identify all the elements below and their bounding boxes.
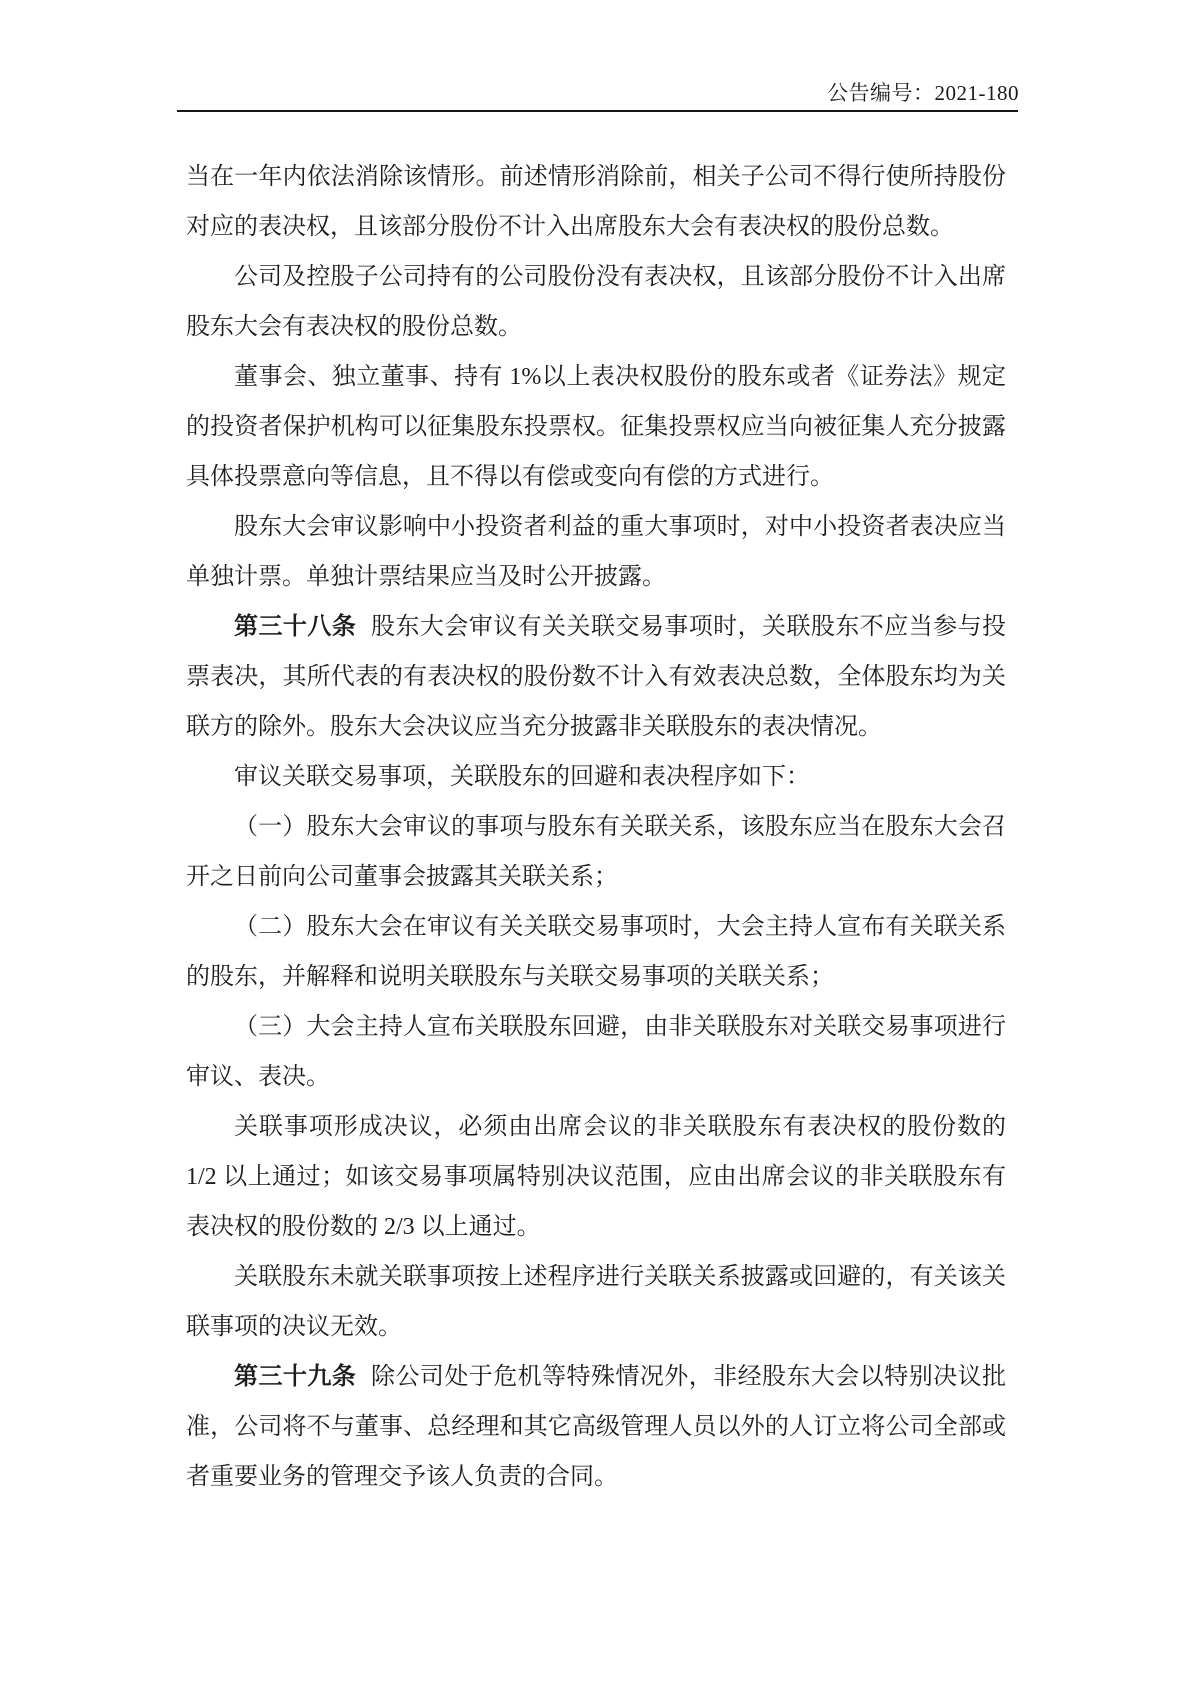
article-number: 第三十九条 bbox=[234, 1364, 357, 1390]
paragraph: 董事会、独立董事、持有 1%以上表决权股份的股东或者《证券法》规定的投资者保护机构可以征集股东投票权。征集投票权应当向被征集人充分披露具体投票意向等信息，且不得以有偿或变向有偿的方式进行。 bbox=[186, 364, 1006, 490]
paragraph: 公司及控股子公司持有的公司股份没有表决权，且该部分股份不计入出席股东大会有表决权的股份总数。 bbox=[186, 264, 1006, 340]
announcement-number: 公告编号：2021-180 bbox=[827, 81, 1019, 105]
paragraph: （二）股东大会在审议有关关联交易事项时，大会主持人宣布有关联关系的股东，并解释和说明关联股东与关联交易事项的关联关系； bbox=[186, 914, 1006, 990]
paragraph: 股东大会审议影响中小投资者利益的重大事项时，对中小投资者表决应当单独计票。单独计票结果应当及时公开披露。 bbox=[186, 514, 1006, 590]
paragraph: 第三十八条 股东大会审议有关关联交易事项时，关联股东不应当参与投票表决，其所代表的有表决权的股份数不计入有效表决总数，全体股东均为关联方的除外。股东大会决议应当充分披露非关联股东的表决情况。 bbox=[186, 614, 1007, 740]
paragraph: （一）股东大会审议的事项与股东有关联关系，该股东应当在股东大会召开之日前向公司董事会披露其关联关系； bbox=[186, 814, 1006, 890]
document-body bbox=[186, 152, 1006, 1502]
paragraph: （三）大会主持人宣布关联股东回避，由非关联股东对关联交易事项进行审议、表决。 bbox=[186, 1014, 1006, 1090]
header-divider bbox=[177, 110, 1018, 112]
paragraph: 第三十九条 除公司处于危机等特殊情况外，非经股东大会以特别决议批准，公司将不与董事、总经理和其它高级管理人员以外的人订立将公司全部或者重要业务的管理交予该人负责的合同。 bbox=[186, 1364, 1007, 1490]
article-number: 第三十八条 bbox=[234, 614, 357, 640]
paragraph: 关联股东未就关联事项按上述程序进行关联关系披露或回避的，有关该关联事项的决议无效。 bbox=[186, 1264, 1006, 1340]
paragraph: 审议关联交易事项，关联股东的回避和表决程序如下： bbox=[234, 764, 810, 790]
paragraph: 关联事项形成决议，必须由出席会议的非关联股东有表决权的股份数的 1/2 以上通过；如该交易事项属特别决议范围，应由出席会议的非关联股东有表决权的股份数的 2/3 以上通过。 bbox=[186, 1114, 1006, 1240]
paragraph: 当在一年内依法消除该情形。前述情形消除前，相关子公司不得行使所持股份对应的表决权，且该部分股份不计入出席股东大会有表决权的股份总数。 bbox=[186, 164, 1006, 240]
